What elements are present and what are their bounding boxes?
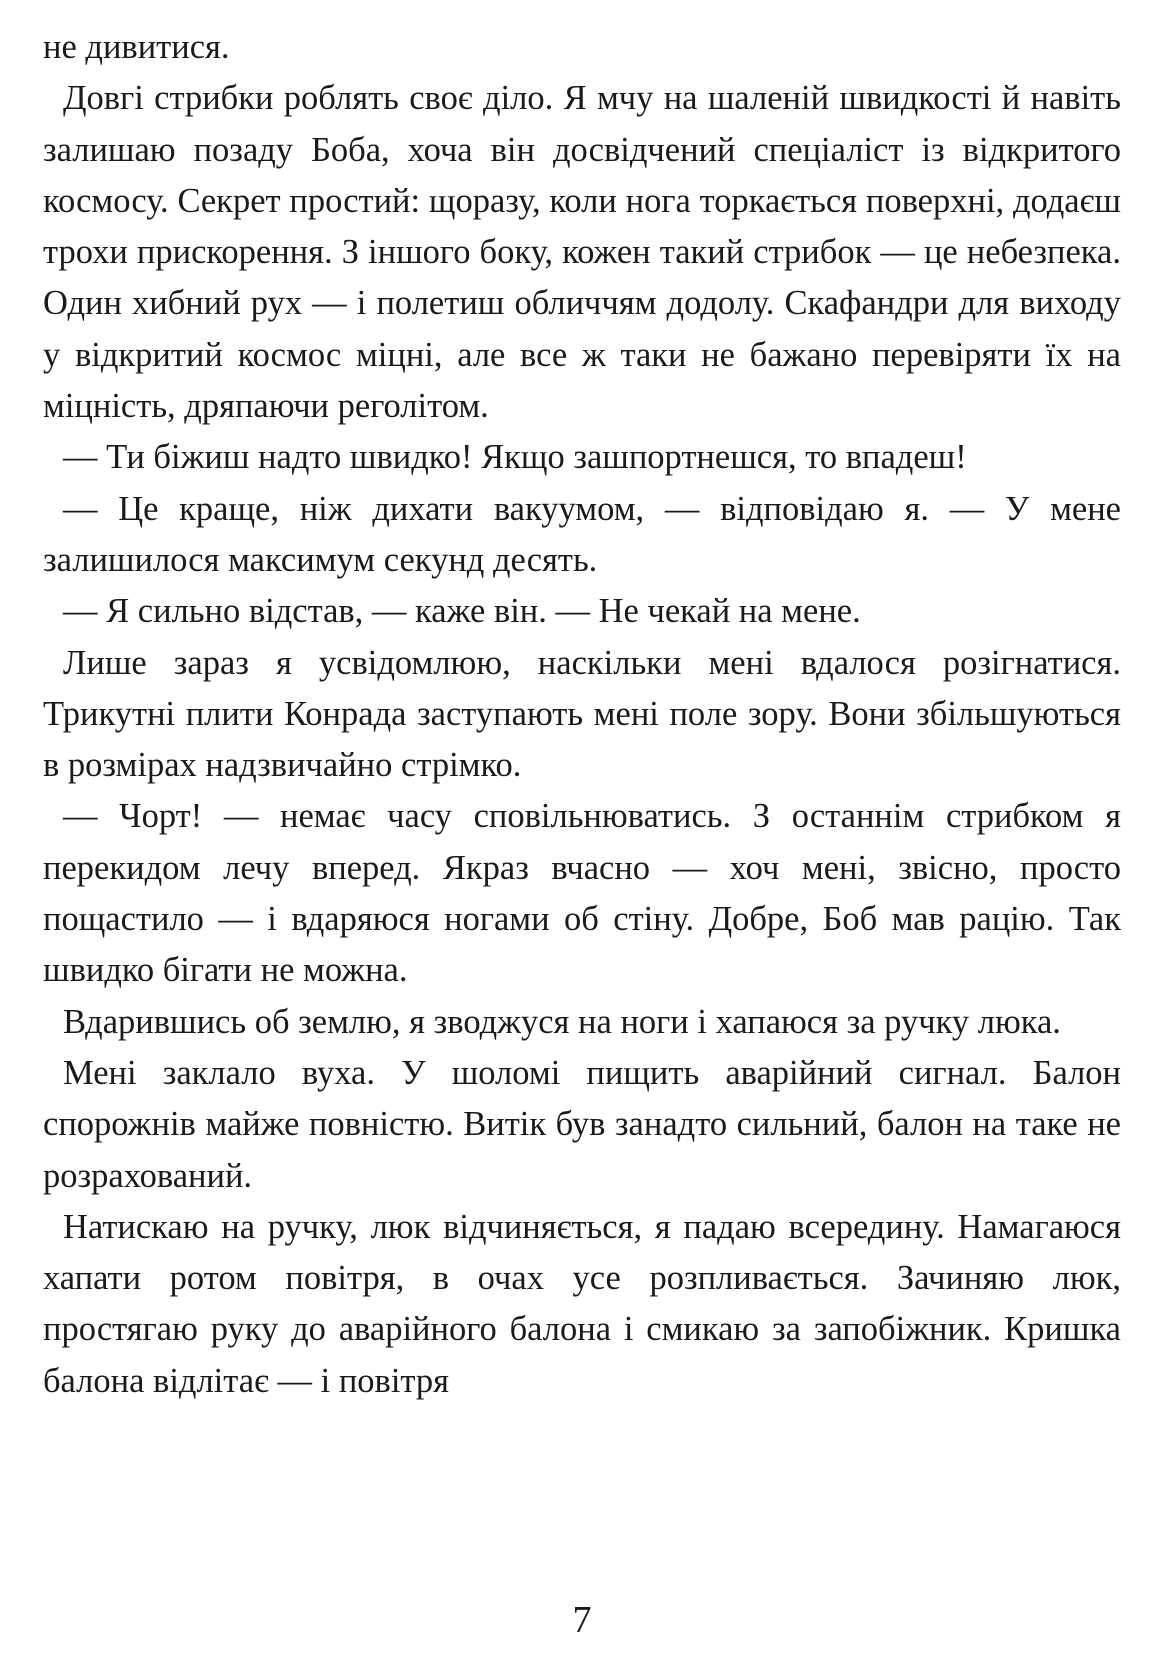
dialogue-fell-behind: — Я сильно відстав, — каже він. — Не чекай на мене. — [63, 592, 861, 631]
page-body — [43, 22, 1121, 1582]
paragraph-realization: Лише зараз я усвідомлюю, наскільки мені вдалося розігнатися. Трикутні плити Конрада заступають мені поле зору. Вони збільшуються в розмірах надзвичайно стрімко. — [43, 643, 1121, 785]
paragraph-continuation: не дивитися. — [43, 28, 230, 66]
paragraph-hatch-handle: Вдарившись об землю, я зводжуся на ноги і хапаюся за ручку люка. — [63, 1002, 1061, 1041]
dialogue-better-than-vacuum: — Це краще, ніж дихати вакуумом, — відповідаю я. — У мене залишилося максимум секунд десять. — [43, 489, 1121, 579]
dialogue-running-too-fast: — Ти біжиш надто швидко! Якщо зашпортнешся, то впадеш! — [63, 438, 967, 477]
dialogue-damn: — Чорт! — немає часу сповільнюватись. З останнім стрибком я перекидом лечу вперед. Якраз вчасно — хоч мені, звісно, просто пощастило — і вдаряюся ногами об стіну. Добре, Боб мав рацію. Так швидко бігати не можна. — [43, 797, 1121, 990]
paragraph-alarm: Мені заклало вуха. У шоломі пищить аварійний сигнал. Балон спорожнів майже повністю. Витік був занадто сильний, балон на таке не розрахований. — [43, 1053, 1121, 1195]
paragraph-long-jumps: Довгі стрибки роблять своє діло. Я мчу на шаленій швидкості й навіть залишаю позаду Боба, хоча він досвідчений спеціаліст із відкритого космосу. Секрет простий: щоразу, коли нога торкається поверхні, додаєш трохи прискорення. З іншого боку, кожен такий стрибок — це небезпека. Один хибний рух — і полетиш обличчям додолу. Скафандри для виходу у відкритий космос міцні, але все ж таки не бажано перевіряти їх на міцність, дряпаючи реголітом. — [43, 79, 1121, 426]
page-number: 7 — [572, 1599, 592, 1641]
paragraph-inside-hatch: Натискаю на ручку, люк відчиняється, я падаю всередину. Намагаюся хапати ротом повітря, в очах усе розпливається. Зачиняю люк, простягаю руку до аварійного балона і смикаю за запобіжник. Кришка балона відлітає — і повітря — [43, 1207, 1121, 1400]
